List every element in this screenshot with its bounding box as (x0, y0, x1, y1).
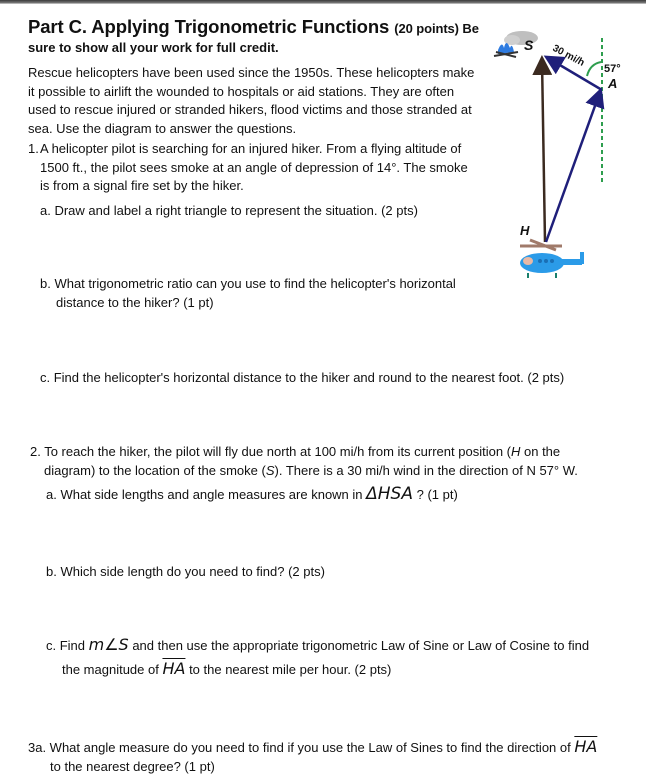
section-title (28, 16, 479, 38)
question-1b (40, 275, 480, 312)
text: diagram) to the location of the smoke ( (44, 462, 266, 478)
vector-notation: $\overline{HA}$ (162, 658, 186, 678)
question-2 (30, 443, 590, 480)
label-s: S (524, 37, 534, 53)
vector-notation: $\overline{HA}$ (574, 737, 598, 756)
vector-hs (542, 60, 545, 242)
helicopter-icon (520, 240, 584, 278)
intro-line: used to rescue injured or stranded hikers, flood victims and those stranded at (28, 102, 472, 118)
question-line (28, 738, 638, 758)
text: and then use the appropriate trigonometric Law of Sine or Law of Cosine to find (128, 638, 590, 653)
text: c. Find (46, 638, 89, 653)
question-line: is from a signal fire set by the hiker. (40, 178, 244, 194)
question-1a: a. Draw and label a right triangle to represent the situation. (2 pts) (40, 203, 418, 218)
question-2a (46, 485, 458, 505)
question-2b: b. Which side length do you need to find? (2 pts) (46, 564, 325, 579)
text: to the nearest mile per hour. (2 pts) (185, 661, 392, 677)
point-s-label: S (265, 462, 275, 478)
points-text: (20 points) Be (394, 21, 479, 36)
vector-ha (546, 92, 600, 242)
text: ? (1 pt) (412, 487, 458, 502)
title-text: Part C. Applying Trigonometric Functions (28, 16, 390, 37)
question-line: distance to the hiker? (1 pt) (56, 294, 214, 310)
question-line: b. What trigonometric ratio can you use to find the helicopter's horizontal (40, 276, 456, 291)
question-1 (28, 140, 478, 196)
question-line (30, 443, 590, 462)
angle-label: 57° (604, 63, 621, 75)
triangle-notation: ΔHSA (366, 484, 413, 504)
question-2c (46, 636, 606, 679)
question-3a (28, 738, 638, 776)
question-line: 1500 ft., the pilot sees smoke at an angle of depression of 14°. The smoke (40, 159, 468, 175)
text: 2. To reach the hiker, the pilot will fly due north at 100 mi/h from its current position ( (30, 444, 511, 459)
question-number: 1. (28, 141, 39, 156)
angle-arc (587, 62, 601, 76)
angle-notation: m∠S (88, 635, 129, 654)
text: ). There is a 30 mi/h wind in the direction of N 57° W. (274, 462, 578, 478)
wind-speed-label: 30 mi/h (550, 42, 587, 69)
text: on the (520, 444, 561, 459)
intro-line: sea. Use the diagram to answer the questions. (28, 120, 297, 136)
point-h-label: H (511, 444, 521, 459)
question-line (46, 656, 606, 680)
intro-line: Rescue helicopters have been used since the 1950s. These helicopters make (28, 65, 475, 80)
intro-paragraph (28, 64, 488, 138)
text: a. What side lengths and angle measures are known in (46, 487, 367, 502)
text: the magnitude of (62, 661, 163, 677)
question-line: A helicopter pilot is searching for an injured hiker. From a flying altitude of (40, 141, 462, 156)
label-a: A (608, 76, 618, 91)
intro-line: it possible to airlift the wounded to hospitals or aid stations. They are often (28, 83, 455, 99)
question-line: to the nearest degree? (1 pt) (50, 758, 215, 774)
question-line (30, 462, 590, 481)
section-instructions: sure to show all your work for full credit. (28, 40, 279, 55)
vector-diagram (484, 20, 646, 280)
question-line (46, 636, 606, 656)
text: 3a. What angle measure do you need to find if you use the Law of Sines to find the direction of (28, 740, 575, 755)
question-1c: c. Find the helicopter's horizontal distance to the hiker and round to the nearest foot. (2 pts) (40, 370, 565, 385)
label-h: H (520, 223, 530, 238)
